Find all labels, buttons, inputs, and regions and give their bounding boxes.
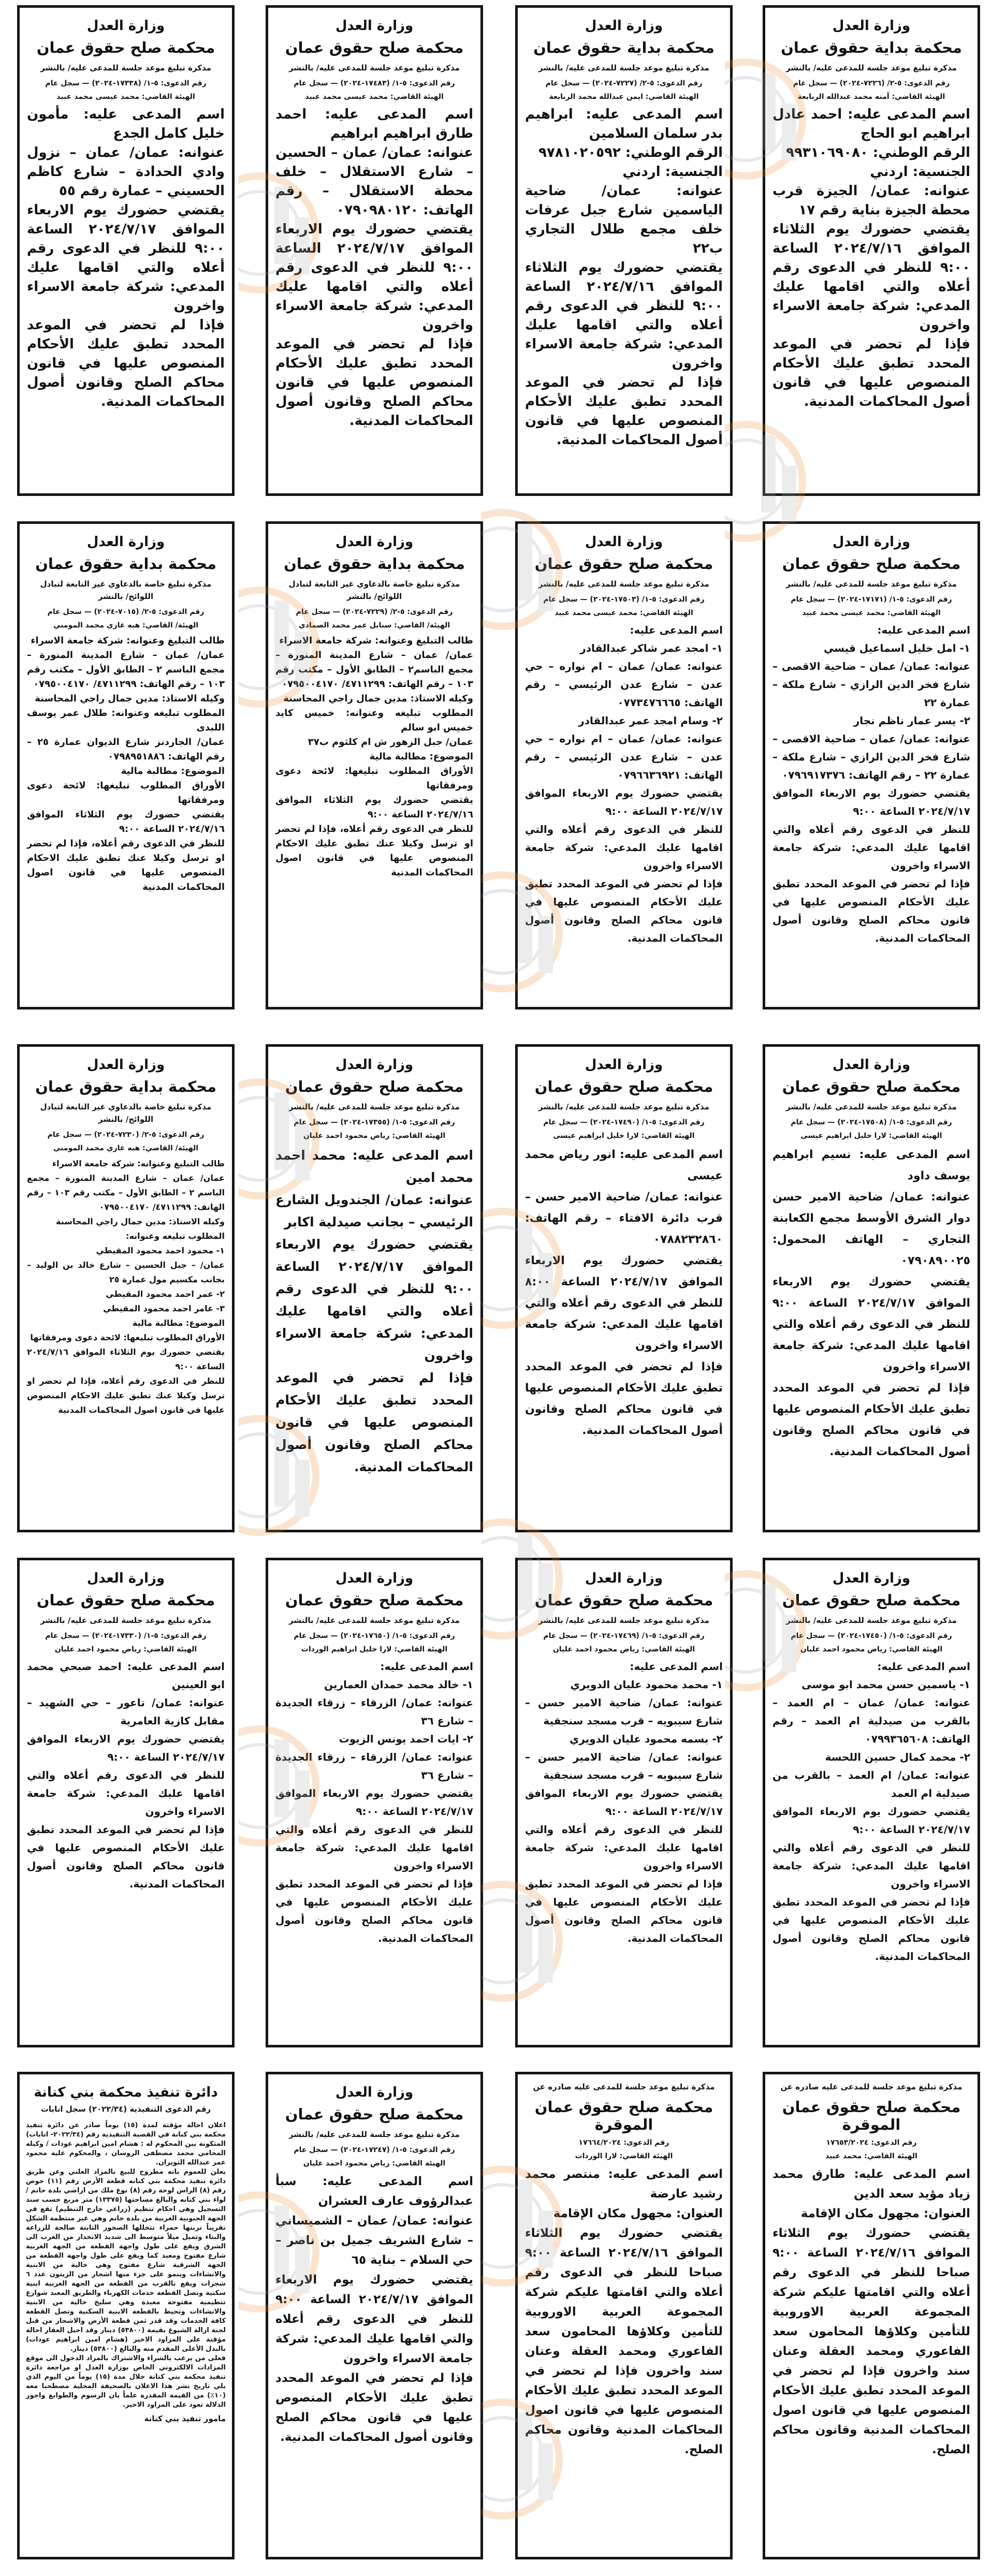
notice-paragraph: للنظر في الدعوى رقم أعلاه، فإذا لم تحضر او ترسل وكيلا عنك تطبق عليك الاحكام المنصوص عليها في قانون اصول المحاكمات المدنية bbox=[27, 1376, 225, 1415]
court-name: محكمة صلح حقوق عمان bbox=[782, 555, 961, 573]
notice-paragraph: اسم المدعى عليه: احمد طارق ابراهيم ابراهيم bbox=[275, 107, 473, 141]
notice-paragraph: طالب التبليغ وعنوانه: شركة جامعة الاسراء bbox=[31, 635, 225, 646]
notice-paragraph: عمان/ عمان – شارع المدينة المنورة – مجمع الباسم ٢ – الطابق الأول – مكتب رقم ١٠٣ – رقم الهاتف: ٤٧١١٢٩٩/ ٠٧٩٥٠٠٤١٧٠ bbox=[27, 1173, 225, 1212]
notice-paragraph: عمان/ جبل الزهور ش ام كلثوم ب٣٧ bbox=[308, 737, 473, 748]
legal-notice-box bbox=[763, 5, 980, 496]
legal-notice-box bbox=[17, 1044, 235, 1532]
judge-name: الهيئة القاضي: رياض محمود احمد عليان bbox=[303, 1132, 446, 1140]
notice-subtitle: مذكرة تبليغ موعد جلسة للمدعى عليه صادره عن bbox=[780, 2082, 962, 2091]
case-number: رقم الدعوى: ٥-٢/ (٧٢٣٠-٢٠٢٤) — سجل عام bbox=[47, 1131, 205, 1139]
legal-notice-box bbox=[515, 1558, 733, 2047]
notice-body bbox=[27, 1658, 225, 1893]
notice-paragraph: اسم المدعى عليه: طارق محمد زياد مؤيد سعد الدين bbox=[772, 2168, 970, 2201]
judge-name: الهيئة/ القاضي: سنابل عمر محمد الصمادي bbox=[298, 621, 450, 630]
notice-paragraph: الموضوع: مطالبة مالية bbox=[369, 751, 473, 762]
notice-paragraph: الجنسية: اردني bbox=[870, 164, 970, 180]
notice-paragraph: يقتضي حضورك يوم الثلاثاء الموافق ٢٠٢٤/٧/١٦ الساعة ٩:٠٠ للنظر في الدعوى رقم أعلاه والتي اقامها عليك المدعي: شركة جامعة الاسراء واخرون bbox=[772, 222, 970, 333]
judge-name: الهيئة القاضي: لارا خليل ابراهيم عيسى bbox=[800, 1132, 942, 1140]
notice-subtitle: مذكرة تبليغ موعد جلسة للمدعى عليه/ بالنشر bbox=[40, 1616, 211, 1625]
notice-subtitle: مذكرة تبليغ موعد جلسة للمدعى عليه صادره عن bbox=[533, 2082, 715, 2091]
notice-paragraph: ١- امل خليل اسماعيل قيسي bbox=[823, 642, 970, 654]
court-name: محكمة صلح حقوق عمان bbox=[782, 1591, 961, 1609]
court-name: محكمة بداية حقوق عمان bbox=[533, 39, 714, 56]
court-name: محكمة صلح حقوق عمان bbox=[285, 39, 464, 56]
notice-paragraph: عنوانه: عمان/ عمان – الحسين – شارع الاستقلال – خلف محطة الاستقلال – رقم الهاتف: ٠٧٩٠٩٨٠١٢٠ bbox=[275, 145, 473, 218]
court-name: محكمة صلح حقوق عمان bbox=[285, 1591, 464, 1609]
notice-paragraph: للنظر في الدعوى رقم أعلاه والتي اقامها عليك المدعي: شركة جامعة الاسراء واخرون bbox=[772, 1841, 970, 1890]
notice-paragraph: عنوانه: عمان/ ضاحية الامير حسن – قرب دائرة الافتاء – رقم الهاتف: ٠٧٨٨٢٣٢٨٦٠ bbox=[525, 1191, 723, 1246]
legal-notice-box bbox=[515, 5, 733, 496]
notice-paragraph: ٢- بسمه محمود عليان الدويري bbox=[570, 1733, 723, 1745]
notice-body bbox=[27, 634, 225, 895]
notice-body bbox=[772, 105, 970, 412]
notice-paragraph: ٢- وسام امجد عمر عبدالقادر bbox=[578, 714, 723, 727]
notice-paragraph: للنظر في الدعوى رقم أعلاه، فإذا لم تحضر او ترسل وكيلا عنك تطبق عليك الاحكام المنصوص عليها في قانون اصول المحاكمات المدنية bbox=[275, 824, 473, 878]
notice-paragraph: ١- محمود احمد محمود المقيطي bbox=[96, 1246, 225, 1255]
notice-paragraph: للنظر في الدعوى رقم أعلاه والتي اقامها عليك المدعي: شركة جامعة الاسراء واخرون bbox=[275, 1823, 473, 1872]
notice-paragraph: عنوانه: عمان/ عمان – ضاحية الاقصى – شارع فخر الدين الرازي – شارع ملكة – عمارة ٢٢ – رقم الهاتف: ٠٧٩٦٩١٧٣٧٦ bbox=[772, 733, 970, 781]
court-name: محكمة صلح حقوق عمان الموقرة bbox=[534, 2098, 713, 2133]
notice-paragraph: عنوانه: عمان/ عمان – ام العمد – بالقرب من صيدلية ام العمد – رقم الهاتف: ٠٧٩٩٣٦٥٦٠٨ bbox=[772, 1696, 970, 1745]
notice-paragraph: عنوانه: عمان/ ضاحية الامير حسن – شارع سيبويه – قرب مسجد سنجقية bbox=[525, 1751, 723, 1781]
notice-body bbox=[525, 105, 723, 450]
case-number: رقم الدعوى: ٥-٢/ (٧٢٢٦-٢٠٢٤) — سجل عام bbox=[793, 79, 950, 87]
notice-paragraph: عنوانه: عمان/ تاعور – حي الشهيد – مقابل كازية العامرية bbox=[27, 1696, 225, 1727]
notice-paragraph: فإذا لم تحضر في الموعد المحدد تطبق عليك الأحكام المنصوص عليها في قانون محاكم الصلح وقانون أصول المحاكمات المدنية. bbox=[275, 1370, 473, 1474]
case-number: رقم الدعوى: ٥-١/ (١٧٣٥٥-٢٠٢٤) — سجل عام bbox=[294, 1118, 455, 1126]
notice-paragraph: اسم المدعى عليه: منتصر محمد رشيد عارضة bbox=[525, 2168, 723, 2201]
judge-name: الهيئة القاضي: محمد عيسى محمد عبيد bbox=[305, 93, 444, 101]
notice-subtitle: مذكرة تبليغ موعد جلسة للمدعى عليه/ بالنشر bbox=[538, 1616, 709, 1625]
ministry-title: وزارة العدل bbox=[585, 1571, 663, 1586]
notice-paragraph: المطلوب تبليغه وعنوانه: طلال عمر يوسف اللبدى bbox=[27, 708, 225, 733]
case-number: رقم الدعوى: ٥-١/ (١٧٤٦٩-٢٠٢٤) — سجل عام bbox=[543, 1632, 705, 1640]
court-name: محكمة بداية حقوق عمان bbox=[35, 1078, 216, 1095]
notice-paragraph: يقتضي حضورك يوم الاربعاء الموافق ٢٠٢٤/٧/١٧ الساعة ٨:٠٠ للنظر في الدعوى رقم أعلاه والتي اقامها عليك المدعي: شركة جامعة الاسراء واخرون bbox=[525, 1254, 723, 1352]
notice-paragraph: يقتضي حضورك يوم الاربعاء الموافق ٢٠٢٤/٧/١٧ الساعة ٩:٠٠ bbox=[525, 1787, 723, 1818]
notice-paragraph: الرقم الوطني: ٩٩٣١٠٦٩٠٨٠ bbox=[786, 145, 970, 160]
ministry-title: وزارة العدل bbox=[585, 534, 663, 550]
notice-paragraph: عنوانه: عمان/ عمان – نزول وادي الحدادة – شارع كاظم الحسيني – عمارة رقم ٥٥ bbox=[27, 145, 225, 199]
judge-name: الهيئة القاضي: رياض محمود احمد عليان bbox=[303, 2159, 446, 2168]
notice-paragraph: عنوانه: عمان/ عمان – ام نواره – حي عدن – شارع عدن الرئيسي – رقم الهاتف: ٠٧٩٦٦٣٦٩٢١ bbox=[525, 733, 723, 781]
legal-notice-box bbox=[515, 521, 733, 1009]
court-name: محكمة بداية حقوق عمان bbox=[781, 39, 962, 56]
ministry-title: وزارة العدل bbox=[335, 534, 414, 550]
legal-notice-box bbox=[763, 521, 980, 1009]
legal-notice-box bbox=[17, 5, 235, 496]
legal-notice-box bbox=[266, 521, 483, 1009]
court-name: محكمة صلح حقوق عمان bbox=[534, 1591, 713, 1609]
legal-notice-box bbox=[266, 1558, 483, 2047]
notice-paragraph: يعلن للعموم بانه مطروح للبيع بالمزاد العلني وعن طريق دائرة تنفيذ محكمة بني كنانه قطعة الأرض رقم (١١) حوض رقم (٨) الراس لوحة رقم (٨) نوع ملك من اراضي بلدة حاتم / لواء بني كنانه والبالغ مساحتها (١٣٣٧٥) متر مربع حسب سند التسجيل وهي احكام تنظيم (زراعي خارج التنظيم) تقع في الجهة الجنوبية الغربية من بلدة حاتم وهي غير منتظمة الشكل تقريباً تربتها حمراء تتخللها الصخور الثابتة صالحة للزراعة والبناء وتميل ميلاً متوسط الى شديد الانحدار من الغرب الى الشرق ويقع على طول واجهة القطعة من الجهة الغربية شارع مفتوح ومعبد كما ويقع على طول واجهة القطعة من الجهة الشرقية شارع مفتوح وهي خالية من الابنية والانشاءات وينمو على جزء منها اشجار من الزيتون عدد ٦ شجرات ويقع بالقرب من القطعة من الجهة الغربية ابنية سكنية وتصل القطعة خدمات الكهرباء والطريق المعبد شوارع تنظيمية مفتوحة معبدة وهي سليخ خالية من الابنية والانشاءات وتحيط بالقطعة الابنية السكنية وتصل القطعة كافة الخدمات وقد قدر ثمن قطعة الأرض والاشجار من قبل لجنة ازالة الشيوع بقيمة (٥٣٨٠٠) دينار وقد احيل العقار احالة مؤقتة على المزاود الاخير (هشام امين ابراهيم عودات) بالبدل الأعلى المقدم منه والبالغ (٥٣٨٠٠) دينار. bbox=[26, 2168, 226, 2353]
ministry-title: وزارة العدل bbox=[86, 1571, 165, 1586]
notice-paragraph: الرقم الوطني: ٩٧٨١٠٢٠٥٩٢ bbox=[538, 145, 723, 160]
notice-paragraph: فإذا لم تحضر في الموعد المحدد تطبق عليك الأحكام المنصوص عليها في قانون محاكم الصلح وقانون أصول المحاكمات المدنية. bbox=[772, 877, 970, 944]
ministry-title: وزارة العدل bbox=[335, 18, 414, 34]
case-number: رقم الدعوى: ٥-١/ (١٧٤٨٣-٢٠٢٤) — سجل عام bbox=[294, 79, 455, 87]
case-number: رقم الدعوى: ٥-٢/ (٧٠١٥-٢٠٢٤) — سجل عام bbox=[47, 608, 205, 616]
case-number: رقم الدعوى التنفيذية (٢٠٢٢/٣٤) سجل انابات bbox=[40, 2104, 211, 2114]
notice-paragraph: عنوانه: عمان/ الزرقاء – زرقاء الجديدة – شارع ٣٦ bbox=[275, 1696, 473, 1727]
notice-subtitle: مذكرة تبليغ خاصة بالدعاوي غير التابعة لتبادل اللوائح/ بالنشر bbox=[40, 1102, 212, 1124]
notice-subtitle: مذكرة تبليغ موعد جلسة للمدعى عليه/ بالنشر bbox=[289, 1102, 460, 1111]
notice-paragraph: للنظر في الدعوى رقم أعلاه والتي اقامها عليك المدعي: شركة جامعة الاسراء واخرون bbox=[772, 823, 970, 872]
legal-notice-box bbox=[763, 1558, 980, 2047]
judge-name: الهيئة القاضي: رياض محمود احمد عليان bbox=[552, 1645, 695, 1653]
notice-paragraph: ٣- عامر احمد محمود المقيطي bbox=[103, 1304, 225, 1313]
notice-body bbox=[772, 1658, 970, 1966]
legal-notice-box bbox=[17, 521, 235, 1009]
notice-paragraph: عنوانه: عمان/ ام العمد – بالقرب من صيدلية ام العمد bbox=[772, 1769, 970, 1799]
notice-paragraph: اعلان احالة مؤقتة لمدة (١٥) يوماً صادر عن دائرة تنفيذ محكمة بني كنانة في القضية التنفيذية رقم (٢٠٢٢/٣٤- انابات) bbox=[26, 2121, 226, 2139]
notice-paragraph: ١- محمد محمود عليان الدويري bbox=[570, 1678, 723, 1691]
court-name: محكمة بداية حقوق عمان bbox=[35, 555, 216, 573]
ministry-title: وزارة العدل bbox=[832, 534, 911, 550]
ministry-title: وزارة العدل bbox=[832, 1057, 911, 1073]
notice-paragraph: الموضوع: مطالبة مالية bbox=[132, 1318, 225, 1328]
case-number: رقم الدعوى: ١٧٦٥٣/٢٠٢٤ bbox=[826, 2139, 917, 2147]
court-name: محكمة صلح حقوق عمان bbox=[534, 1078, 713, 1095]
notice-paragraph: فإذا لم تحضر في الموعد المحدد تطبق عليك الأحكام المنصوص عليها في قانون محاكم الصلح وقانون أصول المحاكمات المدنية. bbox=[525, 1878, 723, 1944]
ministry-title: وزارة العدل bbox=[585, 18, 663, 34]
notice-paragraph: عمان/ عمان – شارع المدينة المنورة – مجمع الباسم ٢ – الطابق الأول – مكتب رقم ١٠٣ – رقم الهاتف: ٤٧١١٢٩٩/ ٠٧٩٥٠٠٤١٧٠ bbox=[27, 650, 225, 690]
notice-paragraph: فإذا لم تحضر في الموعد المحدد تطبق عليك الأحكام المنصوص عليها في قانون محاكم الصلح وقانون أصول المحاكمات المدنية. bbox=[772, 1896, 970, 1963]
notice-paragraph: ٢- يسر عمار ناظم نجار bbox=[853, 714, 970, 727]
notice-paragraph: فإذا لم تحضر في الموعد المحدد تطبق عليك الأحكام المنصوص عليها في قانون محاكم الصلح وقانون أصول المحاكمات المدنية. bbox=[275, 336, 473, 429]
notice-subtitle: مذكرة تبليغ موعد جلسة للمدعى عليه/ بالنشر bbox=[786, 579, 957, 589]
notice-paragraph: يقتضي حضورك يوم الاربعاء الموافق ٢٠٢٤/٧/١٧ الساعة ٩:٠٠ للنظر في الدعوى رقم أعلاه والتي اقامها عليك المدعي: شركة جامعة الاسراء واخرون bbox=[275, 222, 473, 333]
notice-paragraph: اسم المدعى عليه: bbox=[630, 624, 723, 636]
notice-body bbox=[275, 634, 473, 880]
notice-paragraph: عنوانه: عمان/ الجندويل الشارع الرئيسي – بجانب صيدلية اكابر bbox=[275, 1192, 473, 1230]
case-number: رقم الدعوى: ٥-١/ (١٧١٧١-٢٠٢٤) — سجل عام bbox=[791, 595, 952, 604]
notice-body bbox=[275, 1144, 473, 1478]
notice-paragraph: العنوان: مجهول مكان الإقامة bbox=[800, 2207, 970, 2220]
ministry-title: وزارة العدل bbox=[86, 18, 165, 34]
notice-paragraph: عنوانه: عمان/ الزرقاء – زرقاء الجديدة – شارع ٣٦ bbox=[275, 1751, 473, 1781]
case-number: رقم الدعوى: ٥-١/ (١٧٥٠٣-٢٠٢٤) — سجل عام bbox=[543, 595, 705, 604]
notice-paragraph: عنوانه: عمان/ عمان – ضاحية الاقصى – شارع فخر الدين الرازي – شارع ملكة – عمارة ٢٢ bbox=[772, 660, 970, 709]
court-name: محكمة صلح حقوق عمان bbox=[534, 555, 713, 573]
legal-notice-box bbox=[515, 2072, 733, 2559]
notice-paragraph: يقتضي حضورك يوم الثلاثاء الموافق ٢٠٢٤/٧/١٦ الساعة ٩:٠٠ bbox=[275, 795, 473, 820]
notice-paragraph: عنوانه: عمان/ عمان – الشميساني – شارع الشريف جميل بن ناصر – حي السلام – بناية ٦٥ bbox=[275, 2214, 473, 2267]
notice-paragraph: عنوانه: عمان/ الجيزة قرب محطة الجيزة بناية رقم ١٧ bbox=[772, 183, 970, 218]
notice-paragraph: للنظر في الدعوى رقم أعلاه، فإذا لم تحضر او ترسل وكيلا عنك تطبق عليك الاحكام المنصوص عليها في قانون اصول المحاكمات المدنية bbox=[27, 838, 225, 892]
notice-paragraph: اسم المدعى عليه: احمد عادل ابراهيم ابو الحاج bbox=[772, 107, 970, 141]
notice-body bbox=[525, 2164, 723, 2460]
court-name: دائرة تنفيذ محكمة بني كنانة bbox=[34, 2085, 218, 2100]
notice-paragraph: اسم المدعى عليه: سبأ عبدالرؤوف عارف العشران bbox=[275, 2175, 473, 2208]
notice-paragraph: ١- خالد محمد حمدان العمارين bbox=[324, 1678, 473, 1691]
legal-notice-box bbox=[266, 1044, 483, 1532]
notice-subtitle: مذكرة تبليغ موعد جلسة للمدعى عليه/ بالنشر bbox=[538, 1102, 709, 1111]
notice-paragraph: عنوانه: عمان/ ضاحية الامير حسن – شارع سيبويه – قرب مسجد سنجقية bbox=[525, 1696, 723, 1727]
legal-notice-box bbox=[515, 1044, 733, 1532]
case-number: رقم الدعوى: ٥-١/ (١٧٤٩٠-٢٠٢٤) — سجل عام bbox=[543, 1118, 705, 1126]
notice-paragraph: ١- ياسمين حسن محمد ابو موسى bbox=[801, 1678, 970, 1691]
notice-subtitle: مذكرة تبليغ موعد جلسة للمدعى عليه/ بالنشر bbox=[786, 63, 957, 72]
notice-paragraph: فعلى من يرغب بالشراء والاشتراك بالمزاد الدخول الى موقع المزادات الالكتروني الخاص بوزارة العدل او مراجعة دائرة تنفيذ محكمة بني كنانة خلال مدة (١٥) يوماً من اليوم الذي يلي تاريخ نشر هذا الاعلان بالصحيفة المحلية مصطحبا معه (١٠٪) من القيمة المقدرة علماً بان الرسوم والطوابع واجور الدلالة تعود على المزاود الاخير. bbox=[26, 2354, 226, 2409]
notice-paragraph: يقتضي حضورك يوم الثلاثاء الموافق ٢٠٢٤/٧/١٦ الساعة ٩:٠٠ صباحا للنظر في الدعوى رقم أعلاه والتي اقامتها عليكم شركة المجموعة العربية الاوروبية للتأمين وكلاؤها المحامون سعد الفاعوري ومحمد العقلة وعنان سند واخرون فإذا لم تحضر في الموعد المحدد تطبق عليك الأحكام المنصوص عليها في قانون اصول المحاكمات المدنية وقانون محاكم الصلح. bbox=[772, 2227, 970, 2456]
judge-name: الهيئة القاضي: محمد عيسى محمد عبيد bbox=[56, 93, 195, 101]
judge-name: الهيئة/ القاضي: هبه غازي محمد المومني bbox=[53, 621, 198, 630]
notice-paragraph: فإذا لم تحضر في الموعد المحدد تطبق عليك الأحكام المنصوص عليها في قانون محاكم الصلح وقانون أصول المحاكمات المدنية. bbox=[275, 2372, 473, 2444]
notice-paragraph: الأوراق المطلوب تبليغها: لائحة دعوى ومرفقاتها bbox=[275, 766, 473, 791]
legal-notice-box bbox=[17, 2072, 235, 2559]
case-number: رقم الدعوى: ٥-١/ (١٧٢٤٧-٢٠٢٤) — سجل عام bbox=[294, 2146, 455, 2154]
notice-body bbox=[525, 621, 723, 947]
notice-paragraph: طالب التبليغ وعنوانه: شركة جامعة الاسراء bbox=[52, 1159, 225, 1168]
judge-name: الهيئة القاضي: محمد عيسى محمد عبيد bbox=[555, 609, 693, 617]
case-number: رقم الدعوى: ١٧٦٦٤/٢٠٢٤ bbox=[578, 2139, 669, 2147]
notice-subtitle: مذكرة تبليغ خاصة بالدعاوي غير التابعة لتبادل اللوائح/ بالنشر bbox=[40, 579, 212, 601]
ministry-title: وزارة العدل bbox=[86, 1057, 165, 1073]
notice-body bbox=[525, 1658, 723, 1948]
notice-paragraph: يقتضي حضورك يوم الاربعاء الموافق ٢٠٢٤/٧/١٧ الساعة ٩:٠٠ للنظر في الدعوى رقم أعلاه والتي اقامها عليك المدعي: شركة جامعة الاسراء واخرون bbox=[772, 1276, 970, 1373]
legal-notice-box bbox=[266, 2072, 483, 2559]
court-name: محكمة صلح حقوق عمان الموقرة bbox=[782, 2098, 961, 2133]
notice-paragraph: عنوانه: عمان/ ضاحية الياسمين شارع جبل عرفات خلف مجمع طلال التجاري ب٢٢ bbox=[525, 183, 723, 256]
judge-name: الهيئة القاضي: محمد عيسى محمد عبيد bbox=[802, 609, 941, 617]
ministry-title: وزارة العدل bbox=[832, 18, 911, 34]
notice-paragraph: المتكونة بين المحكوم له : هشام امين ابراهيم عودات / وكيله المحامي محمد مصطفى الروسان ، والمحكوم عليه محمود عمر عبدالله الثويران. bbox=[26, 2140, 226, 2167]
judge-name: الهيئة/ القاضي: هبه غازي محمد المومني bbox=[53, 1144, 198, 1152]
ministry-title: وزارة العدل bbox=[585, 1057, 663, 1073]
notice-paragraph: للنظر في الدعوى رقم أعلاه والتي اقامها عليك المدعي: شركة جامعة الاسراء واخرون bbox=[27, 1769, 225, 1818]
notice-paragraph: عمان/ – جبل الحسين – شارع خالد بن الوليد – بجانب مكسيم مول عمارة ٢٥ bbox=[27, 1260, 225, 1284]
notice-paragraph: الموضوع: مطالبة مالية bbox=[121, 766, 225, 777]
notice-subtitle: مذكرة تبليغ خاصة بالدعاوي غير التابعة لتبادل اللوائح/ بالنشر bbox=[288, 579, 460, 601]
court-name: محكمة صلح حقوق عمان bbox=[782, 1078, 961, 1095]
judge-name: الهيئة القاضي: رياض محمود احمد عليان bbox=[54, 1645, 197, 1653]
court-name: محكمة بداية حقوق عمان bbox=[284, 555, 465, 573]
ministry-title: وزارة العدل bbox=[335, 1057, 414, 1073]
judge-name: الهيئة القاضي: آمنه محمد عبدالله الربابعة bbox=[797, 93, 945, 101]
notice-paragraph: ١- امجد عمر شاكر عبدالقادر bbox=[580, 642, 723, 654]
notice-paragraph: عمان/ عمان – شارع المدينة المنورة – مجمع الباسم٢ – الطابق الأول – مكتب رقم ١٠٣ – رقم الهاتف: ٤٧١١٢٩٩/ ٠٧٩٥٠٠٤١٧٠ bbox=[275, 650, 473, 690]
court-name: محكمة صلح حقوق عمان bbox=[36, 1591, 215, 1609]
court-name: محكمة صلح حقوق عمان bbox=[36, 39, 215, 56]
case-number: رقم الدعوى: ٥-٢/ (٧٢٢٩-٢٠٢٤) — سجل عام bbox=[296, 608, 453, 616]
notice-body bbox=[27, 1157, 225, 1417]
notice-paragraph: عنوانه: عمان/ ضاحية الامير حسن دوار الشرق الأوسط مجمع الكعابنة التجاري – الهاتف المحمول: ٠٧٩٠٨٩٠٠٢٥ bbox=[772, 1191, 970, 1267]
notice-paragraph: الأوراق المطلوب تبليغها: لائحة دعوى ومرفقاتها bbox=[27, 780, 225, 806]
notice-subtitle: مذكرة تبليغ موعد جلسة للمدعى عليه/ بالنشر bbox=[786, 1616, 957, 1625]
notice-paragraph: الجنسية: اردني bbox=[622, 164, 723, 180]
notice-paragraph: الأوراق المطلوب تبليغها: لائحة دعوى ومرفقاتها bbox=[30, 1333, 225, 1342]
notice-body bbox=[772, 1144, 970, 1462]
notice-paragraph: ٢- محمد كمال حسين اللحسة bbox=[825, 1751, 970, 1763]
notice-paragraph: المطلوب تبليغه وعنوانه: bbox=[126, 1231, 225, 1241]
judge-name: الهيئة القاضي: لارا خليل ابراهيم الوردات bbox=[301, 1645, 448, 1653]
judge-name: الهيئة القاضي: محمد عبيد bbox=[825, 2152, 917, 2160]
notice-paragraph: عنوانه: عمان/ عمان – ام نواره – حي عدن – شارع عدن الرئيسي – رقم الهاتف: ٠٧٧٣٤٧٦٦٦٥ bbox=[525, 660, 723, 709]
ministry-title: وزارة العدل bbox=[86, 534, 165, 550]
case-number: رقم الدعوى: ٥-١/ (١٧٤٥٠-٢٠٢٤) — سجل عام bbox=[791, 1632, 952, 1640]
legal-notice-box bbox=[763, 1044, 980, 1532]
notice-body bbox=[27, 105, 225, 412]
notice-paragraph: اسم المدعى عليه: bbox=[630, 1660, 723, 1673]
notice-paragraph: وكيله الاستاذ: مدين جمال راجي المحاسنة bbox=[35, 693, 225, 704]
ministry-title: وزارة العدل bbox=[335, 1571, 414, 1586]
court-name: محكمة صلح حقوق عمان bbox=[285, 2105, 464, 2123]
notice-paragraph: يقتضي حضورك يوم الاربعاء الموافق ٢٠٢٤/٧/١٧ الساعة ٩:٠٠ للنظر في الدعوى رقم أعلاه والتي اقامها عليك المدعي: شركة جامعة الاسراء واخرون bbox=[275, 2273, 473, 2365]
notice-subtitle: مذكرة تبليغ موعد جلسة للمدعى عليه/ بالنشر bbox=[40, 63, 211, 72]
court-name: محكمة صلح حقوق عمان bbox=[285, 1078, 464, 1095]
notice-paragraph: للنظر في الدعوى رقم أعلاه والتي اقامها عليك المدعي: شركة جامعة الاسراء واخرون bbox=[525, 823, 723, 872]
notice-paragraph: يقتضي حضورك يوم الاربعاء الموافق ٢٠٢٤/٧/١٧ الساعة ٩:٠٠ bbox=[525, 787, 723, 817]
judge-name: الهيئة القاضي: رياض محمود احمد عليان bbox=[800, 1645, 943, 1653]
notice-paragraph: اسم المدعى عليه: bbox=[877, 1660, 970, 1673]
notice-paragraph: اسم المدعى عليه: محمد احمد محمد امين bbox=[275, 1148, 473, 1185]
notice-body bbox=[772, 2164, 970, 2460]
notice-paragraph: يقتضي حضورك يوم الاربعاء الموافق ٢٠٢٤/٧/١٧ الساعة ٩:٠٠ للنظر في الدعوى رقم أعلاه والتي اقامها عليك المدعي: شركة جامعة الاسراء واخرون bbox=[275, 1237, 473, 1363]
notice-paragraph: يقتضي حضورك يوم الثلاثاء الموافق ٢٠٢٤/٧/١٦ الساعة ٩:٠٠ bbox=[27, 809, 225, 835]
notice-paragraph: فإذا لم تحضر في الموعد المحدد تطبق عليك الأحكام المنصوص عليها في قانون محاكم الصلح وقانون أصول المحاكمات المدنية. bbox=[27, 1823, 225, 1890]
notice-paragraph: فإذا لم تحضر في الموعد المحدد تطبق عليك الأحكام المنصوص عليها في قانون محاكم الصلح وقانون أصول المحاكمات المدنية. bbox=[27, 317, 225, 409]
notice-paragraph: اسم المدعى عليه: مأمون خليل كامل الجدع bbox=[27, 107, 225, 141]
notice-body bbox=[525, 1144, 723, 1441]
notice-paragraph: اسم المدعى عليه: bbox=[380, 1660, 473, 1673]
notice-body bbox=[772, 621, 970, 947]
notice-paragraph: يقتضي حضورك يوم الثلاثاء الموافق ٢٠٢٤/٧/١٦ الساعة ٩:٠٠ للنظر في الدعوى رقم أعلاه والتي اقامها عليك المدعي: شركة جامعة الاسراء واخرون bbox=[525, 260, 723, 371]
notice-paragraph: فإذا لم تحضر في الموعد المحدد تطبق عليك الأحكام المنصوص عليها في قانون محاكم الصلح وقانون أصول المحاكمات المدنية. bbox=[525, 1360, 723, 1437]
notice-body bbox=[26, 2121, 226, 2410]
notice-subtitle: مذكرة تبليغ موعد جلسة للمدعى عليه/ بالنشر bbox=[538, 579, 709, 589]
notice-paragraph: فإذا لم تحضر في الموعد المحدد تطبق عليك الأحكام المنصوص عليها في قانون أصول المحاكمات المدنية. bbox=[525, 375, 723, 448]
legal-notice-box bbox=[266, 5, 483, 496]
notice-body bbox=[275, 105, 473, 431]
notice-paragraph: عمان/ الجاردنز شارع الديوان عمارة ٢٥ – رقم الهاتف: ٠٧٩٨٩٥١٨٨٦ bbox=[27, 737, 225, 762]
notice-subtitle: مذكرة تبليغ موعد جلسة للمدعى عليه/ بالنشر bbox=[289, 63, 460, 72]
case-number: رقم الدعوى: ٥-١/ (١٧٥٠٨-٢٠٢٤) — سجل عام bbox=[791, 1118, 952, 1126]
notice-paragraph: اسم المدعى عليه: bbox=[877, 624, 970, 636]
notice-paragraph: يقتضي حضورك يوم الاربعاء الموافق ٢٠٢٤/٧/١٧ الساعة ٩:٠٠ bbox=[772, 1805, 970, 1836]
case-number: رقم الدعوى: ٥-١/ (١٧٣٣٨-٢٠٢٤) — سجل عام bbox=[45, 79, 207, 87]
notice-paragraph: يقتضي حضورك يوم الاربعاء الموافق ٢٠٢٤/٧/١٧ الساعة ٩:٠٠ bbox=[27, 1733, 225, 1763]
notice-subtitle: مذكرة تبليغ موعد جلسة للمدعى عليه/ بالنشر bbox=[289, 1616, 460, 1625]
notice-paragraph: وكيله الاستاذ: مدين جمال راجي المحاسنة bbox=[56, 1217, 225, 1226]
notice-paragraph: يقتضي حضورك يوم الاربعاء الموافق ٢٠٢٤/٧/١٧ الساعة ٩:٠٠ bbox=[275, 1787, 473, 1818]
notice-paragraph: يقتضي حضورك يوم الاربعاء الموافق ٢٠٢٤/٧/١٧ الساعة ٩:٠٠ bbox=[772, 787, 970, 817]
notice-paragraph: فإذا لم تحضر في الموعد المحدد تطبق عليك الأحكام المنصوص عليها في قانون أصول المحاكمات المدنية. bbox=[772, 336, 970, 409]
notice-body bbox=[275, 2172, 473, 2447]
notice-paragraph: اسم المدعى عليه: احمد صبحي محمد ابو العينين bbox=[27, 1660, 225, 1691]
notice-paragraph: اسم المدعى عليه: ابراهيم بدر سلمان السلامين bbox=[525, 107, 723, 141]
notice-signature: مامور تنفيذ بني كنانة bbox=[144, 2414, 226, 2423]
case-number: رقم الدعوى: ٥-٢/ (٧٢٢٧-٢٠٢٤) — سجل عام bbox=[545, 79, 703, 87]
notice-paragraph: فإذا لم تحضر في الموعد المحدد تطبق عليك الأحكام المنصوص عليها في قانون محاكم الصلح وقانون أصول المحاكمات المدنية. bbox=[275, 1878, 473, 1944]
case-number: رقم الدعوى: ٥-١/ (١٧٣٣٠-٢٠٢٤) — سجل عام bbox=[45, 1632, 207, 1640]
notice-subtitle: مذكرة تبليغ موعد جلسة للمدعى عليه/ بالنشر bbox=[786, 1102, 957, 1111]
notice-subtitle: مذكرة تبليغ موعد جلسة للمدعى عليه/ بالنشر bbox=[289, 2130, 460, 2139]
notice-body bbox=[275, 1658, 473, 1948]
legal-notice-box bbox=[17, 1558, 235, 2047]
legal-notice-box bbox=[763, 2072, 980, 2559]
notice-paragraph: فإذا لم تحضر في الموعد المحدد تطبق عليك الأحكام المنصوص عليها في قانون محاكم الصلح وقانون أصول المحاكمات المدنية. bbox=[772, 1382, 970, 1458]
notice-paragraph: وكيله الاستاذ: مدين جمال راجي المحاسنة bbox=[283, 693, 473, 704]
judge-name: الهيئة القاضي: لارا خليل ابراهيم عيسى bbox=[553, 1132, 695, 1140]
case-number: رقم الدعوى: ٥-١/ (١٧٦٥٠-٢٠٢٤) — سجل عام bbox=[294, 1632, 455, 1640]
notice-paragraph: المطلوب تبليغه وعنوانه: خميس كايد خميس ابو سالم bbox=[275, 708, 473, 733]
notice-paragraph: اسم المدعى عليه: انور رياض محمد عيسى bbox=[525, 1148, 723, 1182]
judge-name: الهيئة القاضي: لارا الوردات bbox=[575, 2152, 673, 2160]
notice-paragraph: اسم المدعى عليه: نسيم ابراهيم يوسف داود bbox=[772, 1148, 970, 1182]
notice-paragraph: يقتضي حضورك يوم الثلاثاء الموافق ٢٠٢٤/٧/١٦ الساعة ٩:٠٠ صباحا للنظر في الدعوى رقم أعلاه والتي اقامتها عليكم شركة المجموعة العربية الاوروبية للتأمين وكلاؤها المحامون سعد الفاعوري ومحمد العقلة وعنان سند واخرون فإذا لم تحضر في الموعد المحدد تطبق عليك الأحكام المنصوص عليها في قانون اصول المحاكمات المدنية وقانون محاكم الصلح. bbox=[525, 2227, 723, 2456]
judge-name: الهيئة القاضي: ايمن عبدالله محمد الربابعة bbox=[549, 93, 699, 101]
notice-paragraph: ٢- عمر احمد محمود المقيطي bbox=[106, 1289, 225, 1299]
notice-paragraph: العنوان: مجهول مكان الإقامة bbox=[553, 2207, 723, 2220]
notice-paragraph: للنظر في الدعوى رقم أعلاه والتي اقامها عليك المدعي: شركة جامعة الاسراء واخرون bbox=[525, 1823, 723, 1872]
notice-subtitle: مذكرة تبليغ موعد جلسة للمدعى عليه/ بالنشر bbox=[538, 63, 709, 72]
notice-paragraph: يقتضي حضورك يوم الثلاثاء الموافق ٢٠٢٤/٧/١٦ الساعة ٩:٠٠ bbox=[27, 1347, 225, 1371]
notice-paragraph: ٢- ايات احمد يونس الزيوت bbox=[339, 1733, 473, 1745]
notice-paragraph: يقتضي حضورك يوم الاربعاء الموافق ٢٠٢٤/٧/١٧ الساعة ٩:٠٠ للنظر في الدعوى رقم أعلاه والتي اقامها عليك المدعي: شركة جامعة الاسراء واخرون bbox=[27, 202, 225, 314]
ministry-title: وزارة العدل bbox=[832, 1571, 911, 1586]
notice-paragraph: فإذا لم تحضر في الموعد المحدد تطبق عليك الأحكام المنصوص عليها في قانون محاكم الصلح وقانون أصول المحاكمات المدنية. bbox=[525, 877, 723, 944]
ministry-title: وزارة العدل bbox=[335, 2085, 414, 2100]
notice-paragraph: طالب التبليغ وعنوانه: شركة جامعة الاسراء bbox=[279, 635, 473, 646]
